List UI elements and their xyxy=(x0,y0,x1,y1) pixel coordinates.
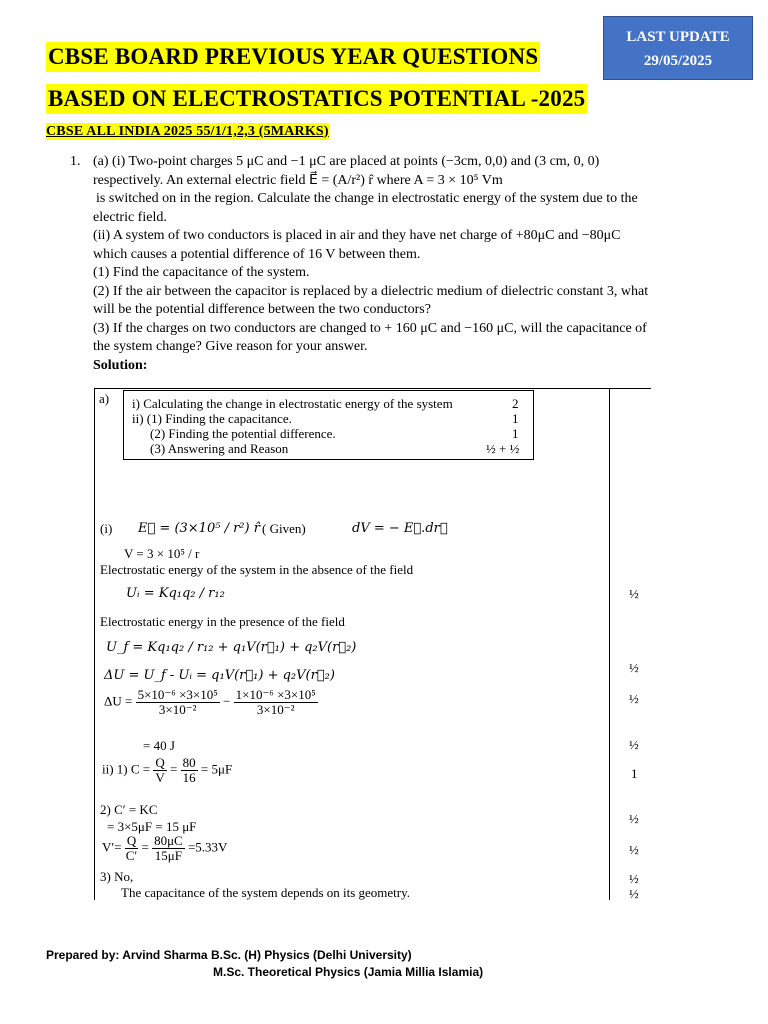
scheme-row-2-text: ii) (1) Finding the capacitance. xyxy=(132,411,292,426)
absence-text: Electrostatic energy of the system in the absence of the field xyxy=(100,562,414,577)
part-3-label: 3) No, xyxy=(100,869,134,884)
mark-5: 1 xyxy=(631,766,638,781)
footer-qualification: M.Sc. Theoretical Physics (Jamia Millia Islamia) xyxy=(213,965,484,979)
c-prime-value: = 3×5μF = 15 μF xyxy=(107,819,197,834)
update-date: 29/05/2025 xyxy=(643,53,713,69)
scheme-row-3-text: (2) Finding the potential difference. xyxy=(150,426,336,441)
scheme-row-1-text: i) Calculating the change in electrostatic energy of the system xyxy=(132,396,453,411)
v-prime-label: V′= xyxy=(102,839,122,855)
du-expression-2: ΔU = $\frac{\text{5×10⁻⁶ ×3×10⁵}}{\text{3×10⁻²}}$ − $\frac{\text{1×10⁻⁶ ×3×10⁵}}{\text{3×10⁻²}}$ xyxy=(104,687,316,717)
mark-7: ½ xyxy=(629,842,639,857)
du-fraction-1-den: 3×10⁻² xyxy=(158,702,197,717)
du-label: ΔU = xyxy=(104,693,133,709)
ui-expression: Uᵢ = Kq₁q₂ / r₁₂ xyxy=(126,586,225,601)
question-text xyxy=(93,153,733,375)
c-result: 5μF xyxy=(211,761,233,777)
table-top-border xyxy=(94,388,651,389)
du-expression-1: ΔU = U_f - Uᵢ = q₁V(r⃗₁) + q₂V(r⃗₂) xyxy=(104,668,335,683)
title-line-2: BASED ON ELECTROSTATICS POTENTIAL -2025 xyxy=(46,84,587,114)
mark-9: ½ xyxy=(629,886,639,901)
vp-num: 80μC xyxy=(154,833,183,848)
scheme-row-1-marks: 2 xyxy=(512,396,519,411)
uf-expression: U_f = Kq₁q₂ / r₁₂ + q₁V(r⃗₁) + q₂V(r⃗₂) xyxy=(106,640,357,655)
question-line-9: will be the potential difference between the two conductors? xyxy=(93,302,431,317)
du-fraction-2-num: 1×10⁻⁶ ×3×10⁵ xyxy=(235,687,316,702)
question-line-1: (a) (i) Two-point charges 5 μC and −1 μC are placed at points (−3cm, 0,0) and (3 cm, 0, 0) xyxy=(93,154,600,169)
part-i-label: (i) xyxy=(100,521,113,536)
question-line-2: respectively. An external electric field E⃗ = (A/r²) r̂ where A = 3 × 10⁵ Vm xyxy=(93,172,503,188)
du-result: = 40 J xyxy=(143,738,175,753)
question-line-7: (1) Find the capacitance of the system. xyxy=(93,265,310,280)
table-column-divider xyxy=(609,388,610,900)
solution-label: Solution: xyxy=(93,357,148,373)
dv-expression: dV = − E⃗.dr⃗ xyxy=(352,521,448,536)
scheme-row-4-marks: ½ + ½ xyxy=(486,441,520,456)
mark-1: ½ xyxy=(629,586,639,601)
marking-scheme-box xyxy=(123,390,534,460)
given-note: ( Given) xyxy=(262,521,306,536)
question-line-3: is switched on in the region. Calculate the change in electrostatic energy of the system due to the xyxy=(96,191,638,206)
c-frac-num: 80 xyxy=(182,755,196,770)
table-left-border xyxy=(94,388,95,900)
scheme-row-3-marks: 1 xyxy=(512,426,519,441)
vp-den: 15μF xyxy=(154,848,182,863)
part-ii-label: ii) 1) C = xyxy=(102,761,151,777)
question-line-8: (2) If the air between the capacitor is replaced by a dielectric medium of dielectric constant 3, what xyxy=(93,283,649,299)
question-line-6: which causes a potential difference of 16 V between them. xyxy=(93,246,421,262)
question-line-10: (3) If the charges on two conductors are changed to + 160 μC and −160 μC, will the capacitance of xyxy=(93,320,647,336)
vp-c: C′ xyxy=(125,848,138,863)
subheading: CBSE ALL INDIA 2025 55/1/1,2,3 (5MARKS) xyxy=(46,124,329,139)
last-update-badge xyxy=(603,16,753,80)
c-frac-q: Q xyxy=(155,755,165,770)
scheme-row-4-text: (3) Answering and Reason xyxy=(150,441,289,456)
question-line-11: the system change? Give reason for your answer. xyxy=(93,339,368,354)
v-expression: V = 3 × 10⁵ / r xyxy=(124,546,200,561)
e-field-expression: E⃗ = (3×10⁵ / r²) r̂ xyxy=(138,521,260,536)
presence-text: Electrostatic energy in the presence of the field xyxy=(100,614,345,629)
question-number: 1. xyxy=(70,154,81,169)
v-prime-expression: V′= $\frac{Q}{C'}$ = $\frac{80\mu C}{15\mu F}$ =5.33V xyxy=(102,833,228,863)
c-frac-den: 16 xyxy=(182,770,196,785)
capacitance-expression: ii) 1) C = $\frac{Q}{V}$ = $\frac{80}{16}$ = 5μF xyxy=(102,755,233,785)
part-a-label: a) xyxy=(99,391,110,406)
mark-2: ½ xyxy=(629,660,639,675)
reason-text: The capacitance of the system depends on its geometry. xyxy=(121,885,411,900)
mark-3: ½ xyxy=(629,691,639,706)
du-fraction-2 xyxy=(234,688,318,717)
mark-8: ½ xyxy=(629,871,639,886)
question-line-4: electric field. xyxy=(93,209,167,225)
mark-6: ½ xyxy=(629,811,639,826)
scheme-row-2-marks: 1 xyxy=(512,411,519,426)
mark-4: ½ xyxy=(629,737,639,752)
du-fraction-2-den: 3×10⁻² xyxy=(256,702,295,717)
c-frac-v: V xyxy=(155,770,165,785)
update-label: LAST UPDATE xyxy=(626,29,730,45)
footer-author: Prepared by: Arvind Sharma B.Sc. (H) Physics (Delhi University) xyxy=(46,948,412,962)
part-2-label: 2) C′ = KC xyxy=(100,802,158,817)
du-fraction-1 xyxy=(136,688,220,717)
title-line-1: CBSE BOARD PREVIOUS YEAR QUESTIONS xyxy=(46,42,540,72)
du-fraction-1-num: 5×10⁻⁶ ×3×10⁵ xyxy=(137,687,218,702)
vp-result: =5.33V xyxy=(187,839,228,855)
vp-q: Q xyxy=(126,833,137,848)
question-line-5: (ii) A system of two conductors is placed in air and they have net charge of +80μC and −80μC xyxy=(93,228,621,243)
